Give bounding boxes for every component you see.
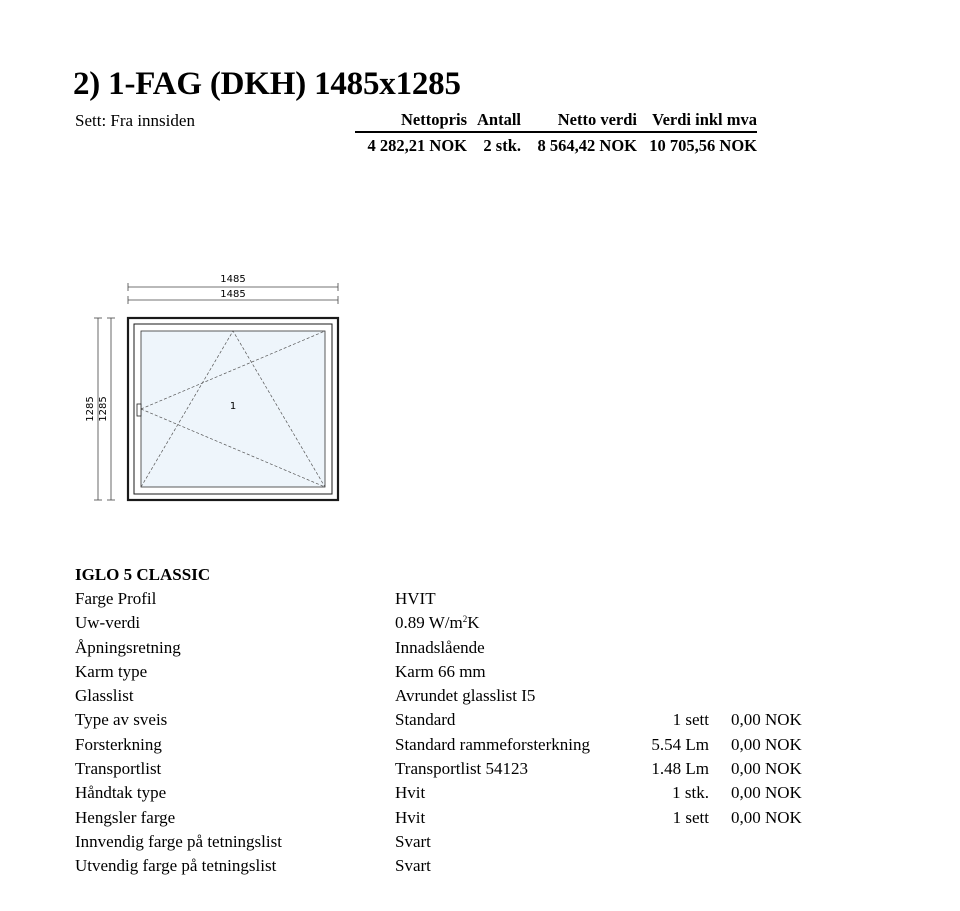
- spec-label: Uw-verdi: [75, 613, 141, 633]
- spec-label: Utvendig farge på tetningslist: [75, 856, 277, 876]
- uw-value-exponent: 2: [462, 614, 468, 625]
- spec-value: Hvit: [395, 783, 426, 803]
- col-header-value-incl-vat: Verdi inkl mva: [637, 110, 757, 132]
- spec-label: Åpningsretning: [75, 637, 181, 657]
- col-header-net-value: Netto verdi: [521, 110, 637, 132]
- spec-value: Standard: [395, 710, 456, 730]
- spec-quantity: 1 sett: [672, 710, 709, 730]
- window-drawing: [80, 268, 350, 508]
- spec-price: 0,00 NOK: [731, 759, 802, 779]
- price-table-header: [355, 110, 757, 132]
- quantity-cell: 2 stk.: [483, 136, 521, 155]
- spec-value: Svart: [395, 831, 431, 851]
- spec-label: Forsterkning: [75, 734, 162, 754]
- spec-quantity: 1 stk.: [672, 783, 709, 803]
- spec-quantity: 1.48 Lm: [651, 759, 709, 779]
- spec-label: Innvendig farge på tetningslist: [75, 831, 282, 851]
- width-inner-label: 1485: [220, 289, 246, 300]
- uw-value-unit: K: [467, 613, 480, 633]
- spec-value: [395, 611, 479, 635]
- spec-value: Innadslående: [395, 637, 485, 657]
- table-row: [355, 132, 757, 156]
- width-outer-label: 1485: [220, 274, 246, 285]
- spec-label: Type av sveis: [75, 710, 168, 730]
- view-side-label: Sett: Fra innsiden: [75, 111, 195, 130]
- spec-value: Karm 66 mm: [395, 661, 486, 681]
- spec-label: Transportlist: [75, 759, 162, 779]
- sash-number: 1: [229, 401, 237, 412]
- height-inner-label: 1285: [98, 396, 109, 422]
- spec-label: Karm type: [75, 661, 148, 681]
- spec-price: 0,00 NOK: [731, 807, 802, 827]
- uw-value-number: 0.89 W/m: [395, 613, 463, 633]
- spec-label: Glasslist: [75, 686, 134, 706]
- col-header-quantity: Antall: [467, 110, 521, 132]
- handle-icon: [137, 404, 141, 416]
- spec-value: Transportlist 54123: [395, 759, 529, 779]
- spec-value: Hvit: [395, 807, 426, 827]
- spec-label: Hengsler farge: [75, 807, 176, 827]
- height-outer-label: 1285: [85, 396, 96, 422]
- col-header-net-price: Nettopris: [355, 110, 467, 132]
- price-table: [355, 110, 757, 156]
- value-incl-vat-cell: 10 705,56 NOK: [649, 136, 757, 155]
- spec-price: 0,00 NOK: [731, 783, 802, 803]
- spec-quantity: 5.54 Lm: [651, 734, 709, 754]
- spec-value: Avrundet glasslist I5: [395, 686, 536, 706]
- spec-quantity: 1 sett: [672, 807, 709, 827]
- spec-price: 0,00 NOK: [731, 734, 802, 754]
- spec-value: Standard rammeforsterkning: [395, 734, 590, 754]
- net-price-cell: 4 282,21 NOK: [367, 136, 467, 155]
- net-value-cell: 8 564,42 NOK: [537, 136, 637, 155]
- spec-value: Svart: [395, 856, 431, 876]
- spec-label: Farge Profil: [75, 589, 157, 608]
- spec-label: Håndtak type: [75, 783, 167, 803]
- spec-price: 0,00 NOK: [731, 710, 802, 730]
- product-name: IGLO 5 CLASSIC: [75, 565, 211, 584]
- page-title: 2) 1-FAG (DKH) 1485x1285: [73, 66, 461, 102]
- spec-value: HVIT: [395, 589, 436, 608]
